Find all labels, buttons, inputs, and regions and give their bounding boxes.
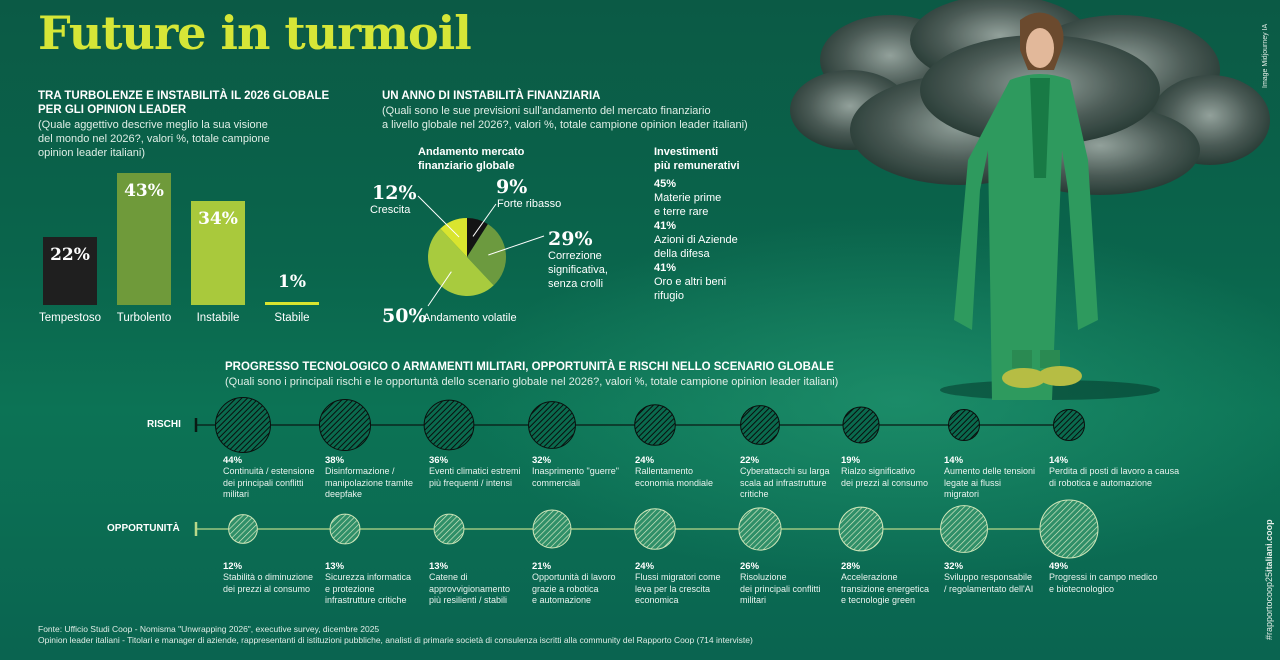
bubble-category-line: leva per la crescita: [635, 583, 711, 594]
bubble-category-label: [325, 466, 413, 501]
bubble: [635, 405, 676, 446]
bubble-category-line: militari: [740, 595, 766, 605]
bubble-category-line: approvvigionamento: [429, 583, 511, 594]
bubble-value-label: 21%: [532, 561, 552, 572]
bar-category-label: Instabile: [196, 312, 240, 324]
investment-label: e terre rare: [654, 206, 709, 218]
bubble-category-line: economica: [635, 595, 679, 605]
bubble-value-label: 14%: [1049, 455, 1069, 466]
bubble-category-label: [325, 572, 411, 607]
bubble-value-label: 36%: [429, 455, 449, 466]
bubble: [1053, 409, 1084, 440]
bubble-category-line: Stabilità o diminuzione: [223, 572, 314, 582]
risks-label: RISCHI: [147, 419, 181, 430]
bubble: [635, 509, 676, 550]
bubble-category-label: [635, 572, 721, 607]
bubble-category-label: [841, 572, 929, 607]
section2-heading: UN ANNO DI INSTABILITÀ FINANZIARIA: [382, 90, 601, 102]
investment-pct: 41%: [654, 220, 677, 232]
bubble-category-line: Opportunità di lavoro: [532, 572, 616, 582]
bar-category-label: Turbolento: [116, 312, 172, 324]
bubble-category-line: infrastrutture critiche: [325, 595, 407, 605]
bubble-category-label: [944, 466, 1035, 501]
bubble-value-label: 19%: [841, 455, 861, 466]
bubble-category-line: Accelerazione: [841, 572, 898, 582]
bubble-category-line: / regolamentato dell'AI: [944, 583, 1034, 594]
invest-title: Investimenti più remunerativi: [654, 146, 740, 172]
bubble: [941, 506, 988, 553]
investment-pct: 41%: [654, 262, 677, 274]
bubble: [529, 402, 576, 449]
bubble: [1040, 500, 1098, 558]
bubble-category-line: Perdita di posti di lavoro a causa: [1049, 466, 1180, 476]
bubble-category-line: commerciali: [532, 477, 581, 488]
bubble-category-line: scala ad infrastrutture: [740, 477, 827, 488]
investment-label: della difesa: [654, 248, 710, 260]
bubble-category-line: dei principali conflitti: [740, 583, 821, 594]
bar-value-label: 34%: [198, 208, 238, 229]
bubble-value-label: 32%: [532, 455, 552, 466]
bubble-value-label: 22%: [740, 455, 760, 466]
bubble-category-line: Inasprimento "guerre": [532, 466, 619, 476]
bubble-category-line: transizione energetica: [841, 583, 930, 594]
bubble: [739, 508, 781, 550]
bubble-category-line: Cyberattacchi su larga: [740, 466, 830, 476]
image-credit: Image Midjourney IA: [1262, 23, 1269, 88]
pie-category-line: senza crolli: [548, 278, 604, 290]
bubble-category-label: [223, 572, 313, 595]
bubble-category-line: migratori: [944, 489, 980, 499]
pie-value-label: 29%: [548, 228, 593, 250]
bubble-category-line: Disinformazione /: [325, 466, 395, 476]
section3-question: (Quali sono i principali rischi e le opportuntà dello scenario globale nel 2026?, valori %, totale campione opinion leader italiani): [225, 376, 839, 388]
bubble-category-line: critiche: [740, 489, 769, 499]
bubble-category-line: Progressi in campo medico: [1049, 572, 1158, 582]
bubble-category-line: e tecnologie green: [841, 595, 916, 605]
bubble-category-line: di robotica e automazione: [1049, 477, 1153, 488]
bubble-category-line: Aumento delle tensioni: [944, 466, 1036, 476]
bubble-category-line: manipolazione tramite: [325, 477, 414, 488]
pie-value-label: 9%: [496, 176, 528, 198]
bubble-category-line: Risoluzione: [740, 572, 787, 582]
bubble-value-label: 13%: [325, 561, 345, 572]
section1-question: (Quale aggettivo descrive meglio la sua visione del mondo nel 2026?, valori %, totale campione opinion leader italiani): [38, 119, 270, 159]
bubble-category-line: legate ai flussi: [944, 477, 1002, 488]
bubble-category-line: Rallentamento: [635, 466, 694, 476]
bar-value-label: 1%: [278, 271, 306, 292]
footer-note: Opinion leader italiani - Titolari e manager di aziende, rappresentanti di istituzioni pubbliche, analisti di primarie società di consulenza iscritti alla community del Rapporto Coop (714 interviste): [38, 635, 753, 645]
bubble: [533, 510, 571, 548]
bubble-category-line: più resilienti / stabili: [429, 595, 508, 605]
bubble-value-label: 49%: [1049, 561, 1069, 572]
bubble: [229, 515, 258, 544]
bubble-category-line: Continuità / estensione: [223, 466, 315, 476]
bubble-category-line: e protezione: [325, 583, 375, 594]
bubble: [216, 398, 271, 453]
bubble: [424, 400, 474, 450]
bubble-category-line: Rialzo significativo: [841, 466, 916, 476]
bubble-category-label: [740, 466, 830, 501]
section2-question: (Quali sono le sue previsioni sull'andamento del mercato finanziario a livello globale nel 2026?, valori %, totale campione opinion leader italiani): [382, 105, 748, 131]
bubble-category-line: Eventi climatici estremi: [429, 466, 521, 476]
bubble: [741, 406, 780, 445]
bar-value-label: 22%: [50, 245, 90, 266]
hashtag: #rapportocoop25: [1264, 571, 1274, 640]
bar-value-label: 43%: [124, 181, 164, 201]
bubble-category-line: e biotecnologico: [1049, 583, 1115, 594]
bubble-category-line: grazie a robotica: [532, 583, 599, 594]
bubble-category-label: [841, 466, 928, 489]
bubble-value-label: 13%: [429, 561, 449, 572]
bubble-category-line: e automazione: [532, 595, 592, 605]
bubble-category-label: [1049, 466, 1179, 489]
bubble-value-label: 28%: [841, 561, 861, 572]
opportunities-label: OPPORTUNITÀ: [107, 523, 180, 534]
bubble-category-label: [429, 466, 521, 489]
bubble-value-label: 38%: [325, 455, 345, 466]
bubble-value-label: 24%: [635, 561, 655, 572]
bubble-category-line: Flussi migratori come: [635, 572, 721, 582]
brand: italiani.coop: [1264, 519, 1274, 572]
bubble-category-line: economia mondiale: [635, 477, 714, 488]
bubble-category-label: [740, 572, 821, 607]
bubble-category-label: [944, 572, 1033, 595]
bubble-category-line: deepfake: [325, 489, 363, 499]
pie-value-label: 50%: [382, 305, 427, 327]
bubble-category-line: dei principali conflitti: [223, 477, 304, 488]
pie-category-line: Andamento volatile: [423, 312, 517, 324]
bubble: [319, 399, 370, 450]
bubble-category-label: [429, 572, 510, 607]
investment-label: Azioni di Aziende: [654, 234, 738, 246]
section1-heading: TRA TURBOLENZE E INSTABILITÀ IL 2026 GLOBALE PER GLI OPINION LEADER: [38, 90, 330, 116]
footer-source: Fonte: Ufficio Studi Coop - Nomisma "Unwrapping 2026", executive survey, dicembre 2025: [38, 624, 380, 634]
bar-category-label: Stabile: [274, 312, 310, 324]
bubble: [948, 409, 979, 440]
bubble-value-label: 14%: [944, 455, 964, 466]
bubble-category-label: [532, 572, 616, 607]
pie-category-line: Correzione: [548, 250, 602, 262]
bubble-category-line: Catene di: [429, 572, 468, 582]
bubble-category-label: [635, 466, 713, 489]
bubble-value-label: 44%: [223, 455, 243, 466]
bubble: [839, 507, 883, 551]
pie-title: Andamento mercato finanziario globale: [418, 146, 525, 172]
page-title: Future in turmoil: [38, 6, 471, 60]
pie-category-line: Forte ribasso: [497, 198, 562, 210]
pie-category-line: Crescita: [370, 204, 411, 216]
investment-label: Oro e altri beni: [654, 276, 727, 288]
bubble-category-label: [223, 466, 315, 501]
investment-pct: 45%: [654, 178, 677, 190]
investment-label: Materie prime: [654, 192, 722, 204]
bubble-category-line: più frequenti / intensi: [429, 477, 513, 488]
bubble-category-line: dei prezzi al consumo: [223, 583, 311, 594]
bubble: [843, 407, 879, 443]
investment-label: rifugio: [654, 290, 684, 302]
bubble-value-label: 12%: [223, 561, 243, 572]
bubble-category-line: dei prezzi al consumo: [841, 477, 929, 488]
bubble: [330, 514, 360, 544]
bubble-category-label: [532, 466, 619, 489]
pie-category-line: significativa,: [548, 264, 608, 276]
bubble-category-line: Sviluppo responsabile: [944, 572, 1033, 582]
bubble: [434, 514, 464, 544]
bar-category-label: Tempestoso: [38, 312, 101, 324]
pie-value-label: 12%: [372, 182, 417, 204]
bubble-category-line: Sicurezza informatica: [325, 572, 412, 582]
bubble-category-label: [1049, 572, 1158, 595]
bubble-category-line: militari: [223, 489, 249, 499]
bubble-value-label: 32%: [944, 561, 964, 572]
section3-heading: PROGRESSO TECNOLOGICO O ARMAMENTI MILITARI, OPPORTUNITÀ E RISCHI NELLO SCENARIO GLOBALE: [225, 361, 834, 373]
bubble-value-label: 26%: [740, 561, 760, 572]
bubble-value-label: 24%: [635, 455, 655, 466]
